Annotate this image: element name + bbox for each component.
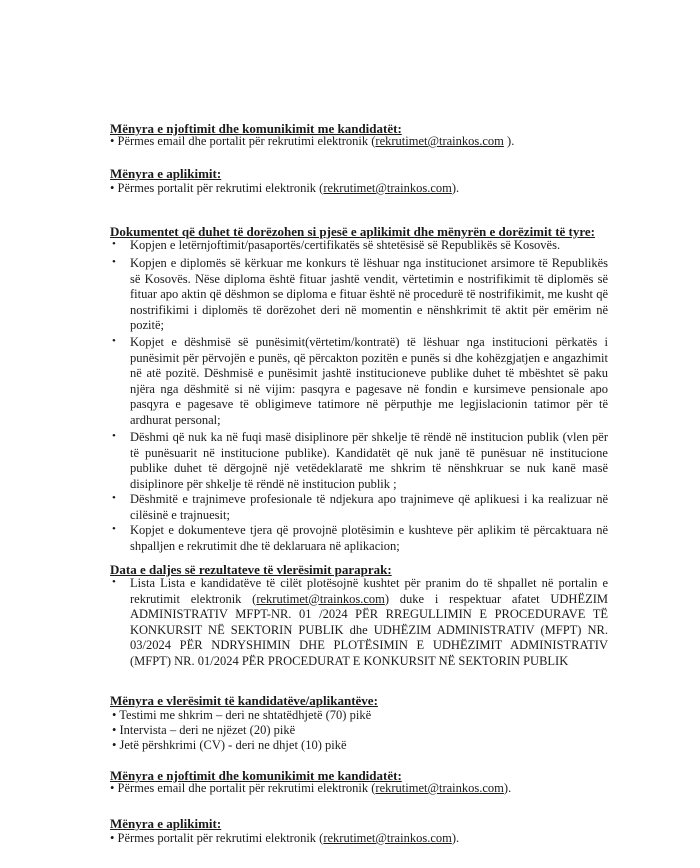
application-text: • Përmes portalit për rekrutimi elektronik (: [110, 181, 324, 195]
email-link[interactable]: rekrutimet@trainkos.com: [323, 181, 452, 195]
document-item: [112, 335, 608, 429]
application-text: • Përmes portalit për rekrutimi elektronik (: [110, 831, 324, 845]
bullet-icon: •: [112, 492, 116, 504]
document-item: [112, 492, 608, 523]
document-item-text: Kopjet e dokumenteve tjera që provojnë plotësimin e kushteve për aplikim të përcaktuara në shpalljen e rekrutimit dhe të deklaruara në aplikacion;: [130, 523, 608, 553]
document-item-text: Dëshmitë e trajnimeve profesionale të ndjekura apo trajnimeve që aplikuesi i ka realizuar në cilësinë e trajnuesit;: [130, 492, 608, 522]
results-item: [112, 576, 608, 670]
application-line: [110, 181, 459, 196]
evaluation-item: • Intervista – deri ne njëzet (20) pikë: [112, 723, 296, 737]
document-item: [112, 256, 608, 334]
bullet-icon: •: [112, 256, 116, 268]
notification-line: [110, 134, 514, 149]
results-text: Lista Lista e kandidatëve të cilët plotësojnë kushtet për pranim do të shpallet në portalin e rekrutimit elektronik (: [130, 576, 608, 606]
bullet-icon: •: [112, 335, 116, 347]
evaluation-item: • Testimi me shkrim – deri ne shtatëdhjetë (70) pikë: [112, 708, 372, 722]
email-link[interactable]: rekrutimet@trainkos.com: [323, 831, 452, 845]
results-heading: Data e daljes së rezultateve të vlerësimit paraprak:: [110, 562, 392, 577]
email-link[interactable]: rekrutimet@trainkos.com: [256, 591, 385, 606]
evaluation-heading: Mënyra e vlerësimit të kandidatëve/aplikantëve:: [110, 693, 378, 708]
email-link[interactable]: rekrutimet@trainkos.com: [375, 134, 504, 148]
evaluation-item: • Jetë përshkrimi (CV) - deri ne dhjet (10) pikë: [112, 738, 347, 752]
document-item-text: Kopjen e letërnjoftimit/pasaportës/certifikatës së shtetësisë së Republikës së Kosovës.: [130, 238, 561, 252]
notification-text-end: ).: [503, 781, 512, 795]
notification-text: • Përmes email dhe portalit për rekrutimi elektronik (: [110, 781, 376, 795]
documents-heading: Dokumentet që duhet të dorëzohen si pjesë e aplikimit dhe mënyrën e dorëzimit të tyre:: [110, 224, 596, 239]
document-item: [112, 430, 608, 492]
bullet-icon: •: [112, 238, 116, 250]
bullet-icon: •: [112, 523, 116, 535]
results-item-text: [130, 576, 608, 670]
notification-heading: Mënyra e njoftimit dhe komunikimit me kandidatët:: [110, 768, 402, 783]
notification-line: [110, 781, 511, 796]
document-item: [112, 238, 608, 254]
application-text-end: ).: [451, 831, 460, 845]
application-heading: Mënyra e aplikimit:: [110, 166, 222, 181]
notification-text-end: ).: [503, 134, 515, 148]
bullet-icon: •: [112, 430, 116, 442]
document-item-text: Kopjen e diplomës së kërkuar me konkurs të lëshuar nga institucionet arsimore të Republikës së Kosovës. Nëse diploma është fituar jashtë vendit, vërtetimin e nostrifikimit të diplomës së fituar apo aktin që dëshmon se diploma e fituar është në procedurë të nostrifikimit, me kusht që nostrifikimi i diplomës të dorëzohet deri në momentin e nënshkrimit të aktit për emërim në pozitë;: [130, 256, 608, 333]
document-item-text: Kopjet e dëshmisë së punësimit(vërtetim/kontratë) të lëshuar nga institucioni përkatës i punësimit për përvojën e punës, që përcakton pozitën e punës si dhe kohëzgjatjen e angazhimit në atë pozitë. Dëshmisë e punësimit jashtë institucioneve publike duhet të mbështet së paku njëra nga dëshmitë si në vijim: pasqyra e pagesave në fondin e kursimeve pensionale apo pasqyra e pagesave të obligimeve tatimore në përputhje me legjislacionin tatimor për të ardhurat personal;: [130, 335, 608, 427]
document-item-text: Dëshmi që nuk ka në fuqi masë disiplinore për shkelje të rëndë në institucion publik (vlen për të punësuarit në institucione publike). Kandidatët që nuk janë të punësuar në institucione publike duhet të dërgojnë një vetëdeklaratë me shkrim të nënshkruar se nuk kanë masë disiplinore për shkelje të rëndë në institucion publik ;: [130, 430, 608, 491]
notification-text: • Përmes email dhe portalit për rekrutimi elektronik (: [110, 134, 376, 148]
bullet-icon: •: [112, 576, 116, 588]
application-text-end: ).: [451, 181, 460, 195]
notification-heading: Mënyra e njoftimit dhe komunikimit me kandidatët:: [110, 121, 402, 136]
document-item: [112, 523, 608, 554]
email-link[interactable]: rekrutimet@trainkos.com: [375, 781, 504, 795]
application-line: [110, 831, 459, 846]
application-heading: Mënyra e aplikimit:: [110, 816, 222, 831]
results-text-end: ) duke i respektuar afatet UDHËZIM ADMINISTRATIV MFPT-NR. 01 /2024 PËR RREGULLIMIN E PROCEDURAVE TË KONKURSIT NË SEKTORIN PUBLIK dhe UDHËZIM ADMINISTRATIV (MFPT) NR. 03/2024 PËR NDRYSHIMIN DHE PLOTËSIMIN E UDHËZIMIT ADMINISTRATIV (MFPT) NR. 01/2024 PËR PROCEDURAT E KONKURSIT NË SEKTORIN PUBLIK: [130, 591, 608, 668]
